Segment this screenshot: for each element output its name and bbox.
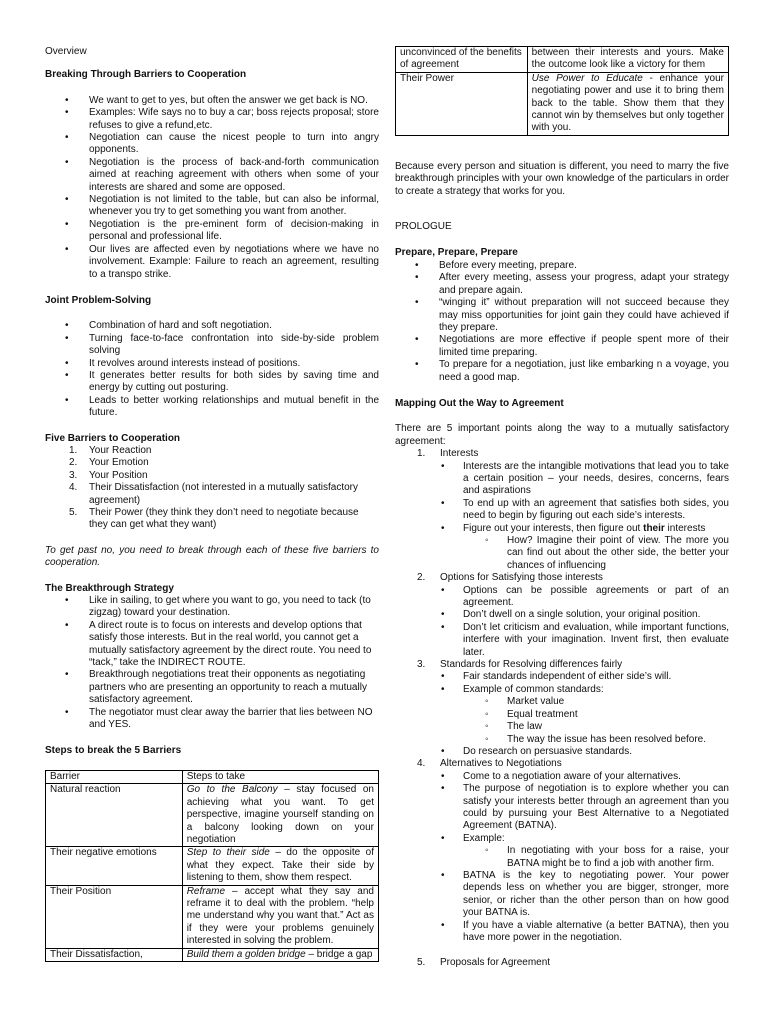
table-row bbox=[46, 847, 379, 885]
mapping-point-p2 bbox=[395, 572, 729, 584]
step-name: Build them a golden bridge bbox=[186, 948, 306, 960]
standards-sub-item: ◦ The law bbox=[507, 721, 729, 733]
breaking-barriers-item: • Negotiation can cause the nicest people to turn into angry opponents. bbox=[89, 132, 379, 157]
joint-problem-solving-item: • It revolves around interests instead of positions. bbox=[89, 358, 379, 370]
prepare-item: • After every meeting, assess your progress, adapt your strategy and prepare again. bbox=[439, 272, 729, 297]
alternatives-list bbox=[395, 771, 729, 845]
table-row bbox=[396, 72, 729, 135]
barrier-cell: unconvinced of the benefits of agreement bbox=[396, 47, 528, 73]
five-barriers-item bbox=[69, 507, 379, 532]
prepare-item: • Before every meeting, prepare. bbox=[439, 260, 729, 272]
interests-item: • Interests are the intangible motivations that lead you to take a certain position – your needs, desires, concerns, fears and aspirations bbox=[463, 461, 729, 498]
mapping-point-p4 bbox=[395, 758, 729, 770]
point-title: Alternatives to Negotiations bbox=[440, 758, 562, 770]
barriers-steps-table bbox=[45, 770, 379, 962]
step-cell bbox=[527, 47, 728, 73]
table-header-row bbox=[46, 770, 379, 783]
prepare-item: • Negotiations are more effective if people spent more of their limited time preparing. bbox=[439, 334, 729, 359]
step-description: – accept what they say and reframe it to deal with the problem. “help me understand why you want that.” Act as if they were your problems genuinely interested in solving the problem. bbox=[186, 885, 374, 947]
standards-item: • Do research on persuasive standards. bbox=[463, 746, 729, 758]
step-description: between their interests and yours. Make the outcome look like a victory for them bbox=[531, 47, 724, 71]
list-text: Their Dissatisfaction (not interested in a mutually satisfactory agreement) bbox=[89, 482, 358, 506]
barrier-cell: Their Dissatisfaction, bbox=[46, 948, 183, 961]
mapping-point-p3 bbox=[395, 659, 729, 671]
section-title-mapping: Mapping Out the Way to Agreement bbox=[395, 397, 564, 409]
interests-text: Figure out your interests, then figure out bbox=[463, 522, 644, 534]
interests-emphasis: their bbox=[643, 522, 665, 534]
breakthrough-strategy-item: • A direct route is to focus on interests and develop options that satisfy those interests. But in the real world, you cannot get a mutually satisfactory agreement by the direct route. You need to “tack,” take the INDIRECT ROUTE. bbox=[89, 620, 379, 670]
section-title-breaking-barriers: Breaking Through Barriers to Cooperation bbox=[45, 69, 247, 81]
mapping-points bbox=[395, 448, 729, 970]
standards-item: • Fair standards independent of either side’s will. bbox=[463, 671, 729, 683]
point-number: 1. bbox=[417, 448, 426, 460]
step-name: Go to the Balcony bbox=[186, 784, 278, 796]
options-list bbox=[395, 585, 729, 659]
options-item: • Don’t let criticism and evaluation, while important functions, interfere with your imagination. Invent first, then evaluate later. bbox=[463, 622, 729, 659]
step-name: Step to their side bbox=[186, 847, 270, 859]
section-title-five-barriers: Five Barriers to Cooperation bbox=[45, 432, 181, 444]
list-number: 4. bbox=[69, 482, 78, 494]
step-description: - enhance your negotiating power and use it to bring them back to the table. Show them that they cannot win by themselves but only together with you. bbox=[531, 72, 724, 134]
point-title: Options for Satisfying those interests bbox=[440, 572, 603, 584]
alternatives-item: • The purpose of negotiation is to explore whether you can satisfy your interests better through an agreement than you could by pursuing your Best Alternative to a Negotiated Agreement (BATNA). bbox=[463, 783, 729, 833]
barrier-cell: Their Power bbox=[396, 72, 528, 135]
breaking-barriers-list bbox=[45, 95, 379, 281]
joint-problem-solving-item: • Leads to better working relationships and mutual benefit in the future. bbox=[89, 395, 379, 420]
prepare-item: • To prepare for a negotiation, just like embarking n a voyage, you need a good map. bbox=[439, 359, 729, 384]
standards-sub-item: ◦ Market value bbox=[507, 696, 729, 708]
step-cell bbox=[182, 948, 378, 961]
step-cell bbox=[182, 885, 378, 948]
options-item: • Options can be possible agreements or part of an agreement. bbox=[463, 585, 729, 610]
right-column bbox=[395, 46, 729, 970]
prepare-list bbox=[395, 260, 729, 384]
step-name: Use Power to Educate bbox=[531, 72, 643, 84]
point-number: 5. bbox=[417, 957, 426, 969]
alternatives-item: • Example: bbox=[463, 833, 729, 845]
five-barriers-item bbox=[69, 482, 379, 507]
mapping-point-p1 bbox=[395, 448, 729, 460]
prologue-label: PROLOGUE bbox=[395, 221, 452, 233]
five-barriers-note: To get past no, you need to break through each of these five barriers to cooperation. bbox=[45, 544, 379, 569]
barriers-steps-table-continued bbox=[395, 46, 729, 136]
breakthrough-strategy-item: • Like in sailing, to get where you want to go, you need to tack (to zigzag) toward your destination. bbox=[89, 595, 379, 620]
step-description: – stay focused on achieving what you want. To get perspective, imagine yourself standing on a balcony looking down on your negotiation bbox=[186, 784, 374, 845]
step-name: Reframe bbox=[186, 885, 226, 897]
five-barriers-list bbox=[45, 445, 379, 532]
standards-sub-item: ◦ Equal treatment bbox=[507, 709, 729, 721]
list-number: 2. bbox=[69, 457, 78, 469]
interests-text: interests bbox=[664, 522, 706, 534]
joint-problem-solving-item: • It generates better results for both sides by saving time and energy by cutting out posturing. bbox=[89, 370, 379, 395]
list-text: Your Position bbox=[89, 469, 148, 481]
table-row bbox=[46, 784, 379, 847]
breaking-barriers-item: • Examples: Wife says no to buy a car; boss rejects proposal; store refuses to give a refund,etc. bbox=[89, 107, 379, 132]
joint-problem-solving-item: • Turning face-to-face confrontation into side-by-side problem solving bbox=[89, 333, 379, 358]
list-text: Your Reaction bbox=[89, 444, 152, 456]
standards-sub-list bbox=[395, 696, 729, 746]
point-number: 2. bbox=[417, 572, 426, 584]
interests-item bbox=[463, 523, 729, 535]
five-barriers-item bbox=[69, 469, 379, 482]
joint-problem-solving-item: • Combination of hard and soft negotiation. bbox=[89, 320, 379, 332]
table-row bbox=[46, 885, 379, 948]
list-number: 3. bbox=[69, 469, 78, 481]
breaking-barriers-item: • Our lives are affected even by negotiations where we have no involvement. Example: Failure to reach an agreement, resulting to a transpo strike. bbox=[89, 244, 379, 281]
list-number: 5. bbox=[69, 507, 78, 518]
step-cell: Steps to take bbox=[182, 770, 378, 783]
prepare-item: • “winging it” without preparation will not succeed because they may miss opportunities for joint gain they could have achieved if they prepare. bbox=[439, 297, 729, 334]
standards-last-list bbox=[395, 746, 729, 758]
breakthrough-strategy-item: • The negotiator must clear away the barrier that lies between NO and YES. bbox=[89, 707, 379, 732]
mapping-intro: There are 5 important points along the way to a mutually satisfactory agreement: bbox=[395, 423, 729, 447]
table-row bbox=[46, 948, 379, 961]
section-title-steps-table: Steps to break the 5 Barriers bbox=[45, 744, 182, 756]
table-row bbox=[396, 47, 729, 73]
step-cell bbox=[182, 784, 378, 847]
list-number: 1. bbox=[69, 444, 78, 456]
interests-sub-list bbox=[395, 535, 729, 572]
standards-list bbox=[395, 671, 729, 696]
joint-problem-solving-list bbox=[45, 320, 379, 419]
breakthrough-strategy-list bbox=[45, 595, 379, 731]
left-column bbox=[45, 46, 379, 962]
interests-item: • To end up with an agreement that satisfies both sides, you need to begin by figuring out each side’s interests. bbox=[463, 498, 729, 523]
mapping-point-p5 bbox=[395, 957, 729, 969]
point-number: 4. bbox=[417, 758, 426, 770]
alternatives-sub-list bbox=[395, 845, 729, 870]
breakthrough-strategy-item: • Breakthrough negotiations treat their opponents as negotiating partners who are presenting an opportunity to reach a mutually satisfactory agreement. bbox=[89, 669, 379, 706]
step-cell bbox=[527, 72, 728, 135]
alternatives-item: • Come to a negotiation aware of your alternatives. bbox=[463, 771, 729, 783]
overview-label: Overview bbox=[45, 46, 87, 57]
alternatives-more-item: • BATNA is the key to negotiating power. Your power depends less on whether you are bigger, stronger, more senior, or richer than the other person than on how good your BATNA is. bbox=[463, 870, 729, 920]
standards-item: • Example of common standards: bbox=[463, 684, 729, 696]
step-description: – bridge a gap bbox=[305, 948, 373, 960]
alternatives-more-list bbox=[395, 870, 729, 944]
step-cell bbox=[182, 847, 378, 885]
section-title-prepare: Prepare, Prepare, Prepare bbox=[395, 247, 518, 259]
interests-list bbox=[395, 461, 729, 535]
interests-sub-item: ◦ How? Imagine their point of view. The more you can find out about the other side, the better your chances of influencing bbox=[507, 535, 729, 572]
alternatives-more-item: • If you have a viable alternative (a better BATNA), then you have more power in the negotiation. bbox=[463, 920, 729, 945]
five-barriers-item bbox=[69, 444, 379, 457]
five-barriers-item bbox=[69, 457, 379, 469]
standards-sub-item: ◦ The way the issue has been resolved before. bbox=[507, 734, 729, 746]
breaking-barriers-item: • Negotiation is not limited to the table, but can also be informal, whenever you try to get something you want from another. bbox=[89, 194, 379, 219]
point-title: Interests bbox=[440, 448, 479, 460]
section-title-joint-problem-solving: Joint Problem-Solving bbox=[45, 294, 152, 306]
barrier-cell: Their negative emotions bbox=[46, 847, 183, 885]
step-description: – do the opposite of what they expect. Take their side by listening to them, show them respect. bbox=[186, 847, 375, 884]
barrier-cell: Their Position bbox=[46, 885, 183, 948]
section-title-breakthrough-strategy: The Breakthrough Strategy bbox=[45, 582, 174, 594]
intro-paragraph: Because every person and situation is different, you need to marry the five breakthrough principles with your own knowledge of the particulars in order to create a strategy that works for you. bbox=[395, 160, 729, 197]
barrier-cell: Natural reaction bbox=[46, 784, 183, 847]
breaking-barriers-item: • We want to get to yes, but often the answer we get back is NO. bbox=[89, 95, 379, 107]
options-item: • Don’t dwell on a single solution, your original position. bbox=[463, 609, 729, 621]
list-text: Their Power (they think they don’t need to negotiate because they can get what they want) bbox=[89, 507, 359, 531]
point-title: Standards for Resolving differences fairly bbox=[440, 659, 623, 671]
point-number: 3. bbox=[417, 659, 426, 671]
list-text: Your Emotion bbox=[89, 457, 149, 469]
breaking-barriers-item: • Negotiation is the pre-eminent form of decision-making in personal and professional life. bbox=[89, 219, 379, 244]
point-title: Proposals for Agreement bbox=[440, 957, 551, 969]
breaking-barriers-item: • Negotiation is the process of back-and-forth communication aimed at reaching agreement with others when some of your interests are shared and some are opposed. bbox=[89, 157, 379, 194]
barrier-cell: Barrier bbox=[46, 770, 183, 783]
alternatives-sub-item: ◦ In negotiating with your boss for a raise, your BATNA might be to find a job with another firm. bbox=[507, 845, 729, 870]
